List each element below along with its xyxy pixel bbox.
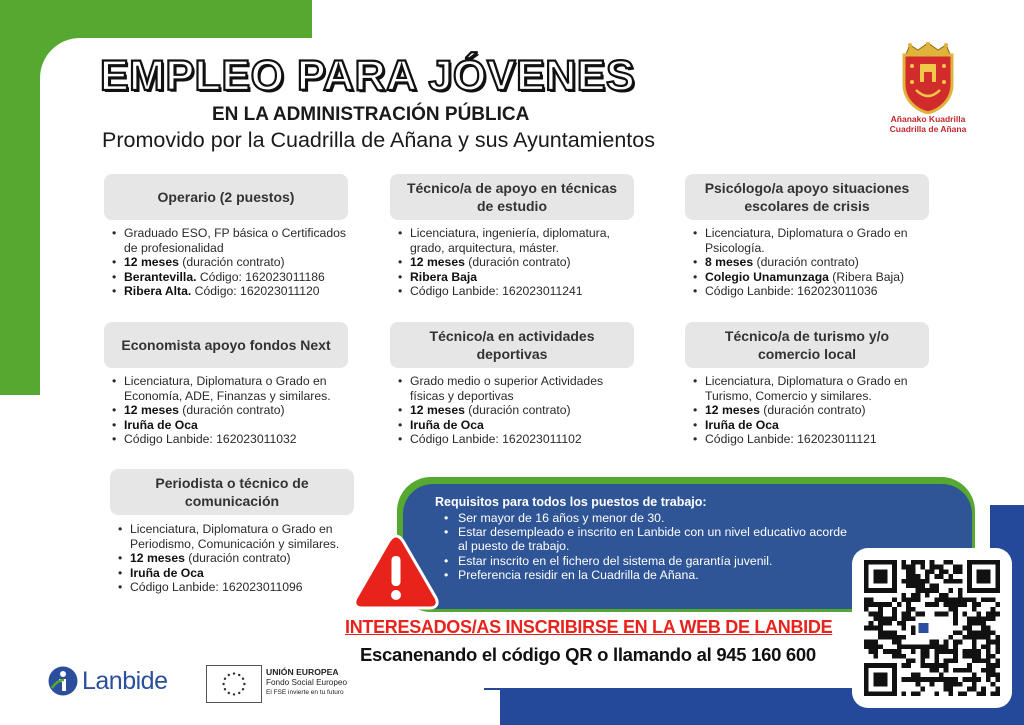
register-call-to-action[interactable]: INTERESADOS/AS INSCRIBIRSE EN LA WEB DE LANBIDE [345,617,833,637]
page-title: EMPLEO PARA JÓVENES [100,52,636,100]
job-detail-item: • Licenciatura, Diplomatura o Grado en Psicología. [691,226,931,255]
requirements-list [444,511,854,582]
job-details-periodista [116,522,356,595]
job-details-tecnico-deportivas [396,374,636,447]
job-detail-item: • 8 meses (duración contrato) [691,255,931,270]
job-details-operario [110,226,350,299]
lanbide-logo-icon [48,666,78,696]
job-title-periodista: Periodista o técnico de comunicación [110,469,354,515]
eu-fund-caption: UNIÓN EUROPEA Fondo Social Europeo El FSE invierte en tu futuro [266,667,348,696]
job-detail-item: • Iruña de Oca [396,418,636,433]
promoter-line: Promovido por la Cuadrilla de Añana y sus Ayuntamientos [102,128,655,152]
requirement-item: • Estar desempleado e inscrito en Lanbide con un nivel educativo acorde al puesto de trabajo. [444,525,854,553]
job-detail-item: • Iruña de Oca [691,418,931,433]
job-detail-item: • Código Lanbide: 162023011036 [691,284,931,299]
qr-code-icon[interactable] [864,560,1000,696]
job-detail-item: • Ribera Alta. Código: 162023011120 [110,284,350,299]
job-title-tecnico-turismo: Técnico/a de turismo y/o comercio local [685,322,929,368]
job-detail-item: • Colegio Unamunzaga (Ribera Baja) [691,270,931,285]
lanbide-logo-text: Lanbide [82,666,168,695]
requirement-item: • Estar inscrito en el fichero del sistema de garantía juvenil. [444,554,854,568]
job-detail-item: • 12 meses (duración contrato) [396,403,636,418]
job-title-psicologo: Psicólogo/a apoyo situaciones escolares de crisis [685,174,929,220]
contact-line: Escanenando el código QR o llamando al 945 160 600 [360,644,816,665]
job-detail-item: • Licenciatura, Diplomatura o Grado en Economía, ADE, Finanzas y similares. [110,374,350,403]
eu-flag-icon [206,665,262,703]
job-detail-item: • Licenciatura, Diplomatura o Grado en Periodismo, Comunicación y similares. [116,522,356,551]
job-details-economista [110,374,350,447]
job-detail-item: • Código Lanbide: 162023011102 [396,432,636,447]
job-detail-item: • Grado medio o superior Actividades físicas y deportivas [396,374,636,403]
job-title-tecnico-estudio: Técnico/a de apoyo en técnicas de estudio [390,174,634,220]
job-detail-item: • 12 meses (duración contrato) [396,255,636,270]
job-detail-item: • Licenciatura, ingeniería, diplomatura, grado, arquitectura, máster. [396,226,636,255]
job-detail-item: • 12 meses (duración contrato) [116,551,356,566]
job-detail-item: • Iruña de Oca [110,418,350,433]
job-title-tecnico-deportivas: Técnico/a en actividades deportivas [390,322,634,368]
job-details-psicologo [691,226,931,299]
job-title-economista: Economista apoyo fondos Next [104,322,348,368]
job-detail-item: • Iruña de Oca [116,566,356,581]
job-detail-item: • 12 meses (duración contrato) [110,255,350,270]
crest-caption: Añanako Kuadrilla Cuadrilla de Añana [889,114,967,134]
job-detail-item: • Código Lanbide: 162023011096 [116,580,356,595]
job-detail-item: • Berantevilla. Código: 162023011186 [110,270,350,285]
warning-triangle-icon [352,532,440,610]
job-detail-item: • 12 meses (duración contrato) [110,403,350,418]
job-details-tecnico-estudio [396,226,636,299]
page-subtitle: EN LA ADMINISTRACIÓN PÚBLICA [212,104,530,125]
job-detail-item: • Código Lanbide: 162023011241 [396,284,636,299]
requirement-item: • Ser mayor de 16 años y menor de 30. [444,511,854,525]
requirements-title: Requisitos para todos los puestos de trabajo: [435,495,707,509]
job-detail-item: • Código Lanbide: 162023011032 [110,432,350,447]
job-detail-item: • Licenciatura, Diplomatura o Grado en Turismo, Comercio y similares. [691,374,931,403]
job-title-operario: Operario (2 puestos) [104,174,348,220]
job-detail-item: • Graduado ESO, FP básica o Certificados de profesionalidad [110,226,350,255]
requirement-item: • Preferencia residir en la Cuadrilla de Añana. [444,568,854,582]
job-detail-item: • Código Lanbide: 162023011121 [691,432,931,447]
cuadrilla-crest-icon [898,42,958,114]
job-details-tecnico-turismo [691,374,931,447]
job-detail-item: • Ribera Baja [396,270,636,285]
job-detail-item: • 12 meses (duración contrato) [691,403,931,418]
lanbide-logo [48,666,167,696]
